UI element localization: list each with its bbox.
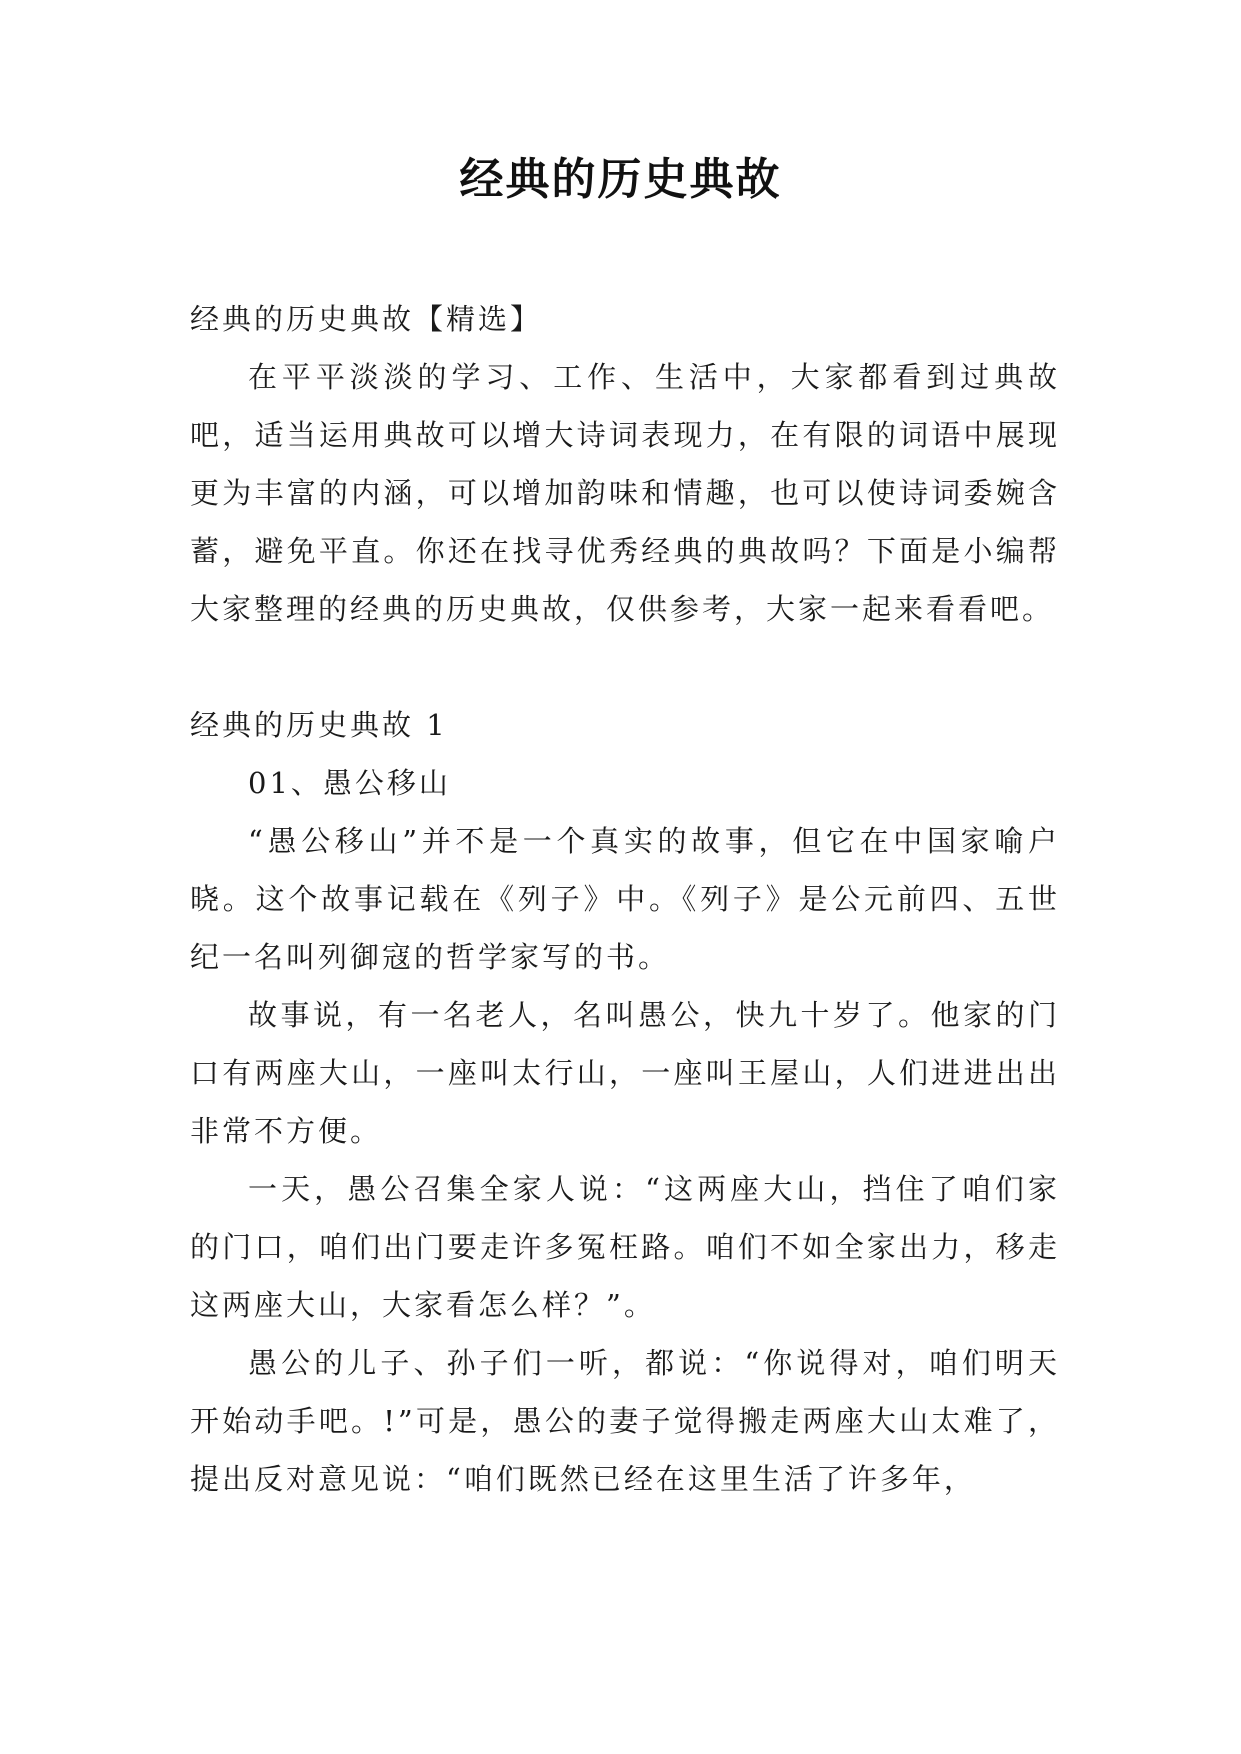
story-title-1: 01、愚公移山 <box>248 766 451 800</box>
intro-paragraph: 在平平淡淡的学习、工作、生活中，大家都看到过典故吧，适当运用典故可以增大诗词表现力，在有限的词语中展现更为丰富的内涵，可以增加韵味和情趣，也可以使诗词委婉含蓄，避免平直。你还在找寻优秀经典的典故吗？下面是小编帮大家整理的经典的历史典故，仅供参考，大家一起来看看吧。 <box>190 360 1060 626</box>
body-paragraph-1: “愚公移山”并不是一个真实的故事，但它在中国家喻户晓。这个故事记载在《列子》中。《列子》是公元前四、五世纪一名叫列御寇的哲学家写的书。 <box>190 824 1060 974</box>
document-title: 经典的历史典故 <box>459 154 782 205</box>
section-gap <box>190 638 1060 696</box>
body-paragraph-2: 故事说，有一名老人，名叫愚公，快九十岁了。他家的门口有两座大山，一座叫太行山，一座叫王屋山，人们进进出出非常不方便。 <box>190 998 1060 1148</box>
intro-heading: 经典的历史典故【精选】 <box>190 302 543 336</box>
section-heading-1: 经典的历史典故 1 <box>190 708 448 742</box>
document-body <box>190 290 1060 1508</box>
body-paragraph-3: 一天，愚公召集全家人说：“这两座大山，挡住了咱们家的门口，咱们出门要走许多冤枉路。咱们不如全家出力，移走这两座大山，大家看怎么样？”。 <box>190 1172 1060 1322</box>
body-paragraph-4: 愚公的儿子、孙子们一听，都说：“你说得对，咱们明天开始动手吧。!”可是，愚公的妻子觉得搬走两座大山太难了，提出反对意见说：“咱们既然已经在这里生活了许多年， <box>190 1346 1060 1496</box>
